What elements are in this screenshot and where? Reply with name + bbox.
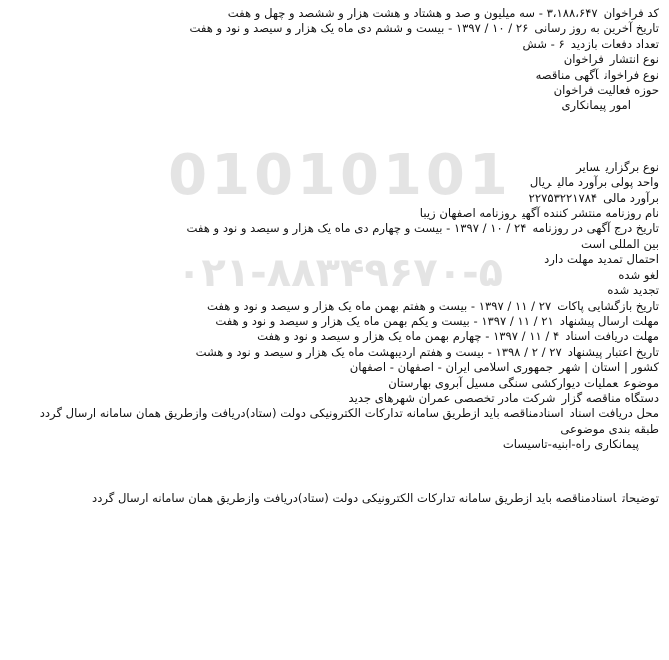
field-label: مهلت دریافت اسناد <box>565 329 659 344</box>
field-code <box>6 6 659 21</box>
field-international: بین المللی است <box>580 236 659 251</box>
field-value: سایر <box>576 159 600 174</box>
field-submit-deadline <box>6 314 659 329</box>
field-value: ۲۷ / ۱۱ / ۱۳۹۷ - بیست و هفتم بهمن ماه یک هزار و سیصد و نود و هفت <box>207 298 552 313</box>
field-value: ریال <box>529 175 552 190</box>
field-label: تاریخ درج آگهی در روزنامه <box>532 221 659 236</box>
field-cancelled: لغو شده <box>618 267 659 282</box>
field-value: امور پیمانکاری <box>561 98 631 113</box>
field-label: کشور | استان | شهر <box>559 360 659 375</box>
field-label: محل دریافت اسناد <box>569 406 659 421</box>
field-label: تاریخ آخرین به روز رسانی <box>534 21 659 36</box>
field-value: اسنادمناقصه باید ازطریق سامانه تدارکات الکترونیکی دولت (ستاد)دریافت وازطریق همان سامانه ارسال گردد <box>92 490 617 505</box>
tender-document <box>6 6 659 506</box>
field-location <box>6 360 659 375</box>
field-value: روزنامه اصفهان زیبا <box>419 206 517 221</box>
field-last-update <box>6 21 659 36</box>
field-value: ۲۱ / ۱۱ / ۱۳۹۷ - بیست و یکم بهمن ماه یک هزار و سیصد و نود و هفت <box>215 313 554 328</box>
field-label: تاریخ بازگشایی پاکات <box>557 298 659 313</box>
field-subject <box>6 376 659 391</box>
field-classification-label: طبقه بندی موضوعی <box>560 421 659 436</box>
field-label: تاریخ اعتبار پیشنهاد <box>567 344 659 359</box>
field-label: دستگاه مناقصه گزار <box>561 390 659 405</box>
field-value: اسنادمناقصه باید ازطریق سامانه تدارکات الکترونیکی دولت (ستاد)دریافت وازطریق همان سامانه ارسال گردد <box>39 406 564 421</box>
field-value: ۲۷ / ۲ / ۱۳۹۸ - بیست و هفتم اردیبهشت ماه یک هزار و سیصد و نود و هشت <box>195 344 562 359</box>
field-currency <box>6 175 659 190</box>
field-value: آگهی مناقصه <box>535 67 599 82</box>
field-value: ۶ - شش <box>522 36 565 51</box>
field-extension: احتمال تمدید مهلت دارد <box>544 252 659 267</box>
field-value: ۳،۱۸۸،۶۴۷ - سه میلیون و صد و هشتاد و هشت هزار و ششصد و چهل و هفت <box>227 6 598 20</box>
field-value: فراخوان <box>563 52 604 67</box>
field-label: نوع فراخوان <box>604 67 659 82</box>
field-renewed: تجدید شده <box>607 283 659 298</box>
field-value: جمهوری اسلامی ایران - اصفهان - اصفهان <box>349 360 554 375</box>
field-value: ۲۲۷۵۳۲۲۱۷۸۴ <box>528 190 598 205</box>
field-label: توضیحات <box>622 490 659 505</box>
field-holding-type <box>6 160 659 175</box>
field-label: نام روزنامه منتشر کننده آگهی <box>522 206 659 221</box>
field-call-type <box>6 68 659 83</box>
field-label: مهلت ارسال پیشنهاد <box>559 313 659 328</box>
field-classification-value: پیمانکاری راه-ابنیه-تاسیسات <box>502 437 639 452</box>
field-value: ۴ / ۱۱ / ۱۳۹۷ - چهارم بهمن ماه یک هزار و سیصد و نود و هفت <box>257 329 560 344</box>
field-description <box>6 491 659 506</box>
field-docs-deadline <box>6 329 659 344</box>
field-publish-type <box>6 52 659 67</box>
field-opening-date <box>6 299 659 314</box>
field-estimate <box>6 191 659 206</box>
field-label: حوزه فعالیت فراخوان <box>553 83 659 98</box>
field-value: شرکت مادر تخصصی عمران شهرهای جدید <box>348 390 556 405</box>
field-docs-place <box>6 406 659 421</box>
field-label: نوع برگزاری <box>605 159 659 174</box>
field-label: واحد پولی برآورد مالی <box>557 175 659 190</box>
field-validity-date <box>6 345 659 360</box>
spacer <box>6 114 659 160</box>
spacer <box>6 453 659 491</box>
field-label: برآورد مالی <box>603 190 659 205</box>
field-org <box>6 391 659 406</box>
field-value: ۲۶ / ۱۰ / ۱۳۹۷ - بیست و ششم دی ماه یک هزار و سیصد و نود و هفت <box>189 21 529 36</box>
field-label: کد فراخوان <box>603 6 659 20</box>
field-value: ۲۴ / ۱۰ / ۱۳۹۷ - بیست و چهارم دی ماه یک هزار و سیصد و نود و هفت <box>186 221 527 236</box>
watermark-digits: 01010101 <box>168 143 512 208</box>
field-activity-area-label <box>6 83 659 98</box>
field-ad-date <box>6 221 659 236</box>
watermark-phone: ۰۲۱-۸۸۳۴۹۶۷۰-۵ <box>176 250 504 296</box>
field-label: نوع انتشار <box>609 52 659 67</box>
field-label: تعداد دفعات بازدید <box>570 36 659 51</box>
field-value: عملیات دیوارکشی سنگی مسیل آبروی بهارستان <box>388 375 619 390</box>
field-visits <box>6 37 659 52</box>
field-activity-area-value <box>6 98 659 113</box>
field-newspaper <box>6 206 659 221</box>
field-label: موضوع <box>624 375 659 390</box>
